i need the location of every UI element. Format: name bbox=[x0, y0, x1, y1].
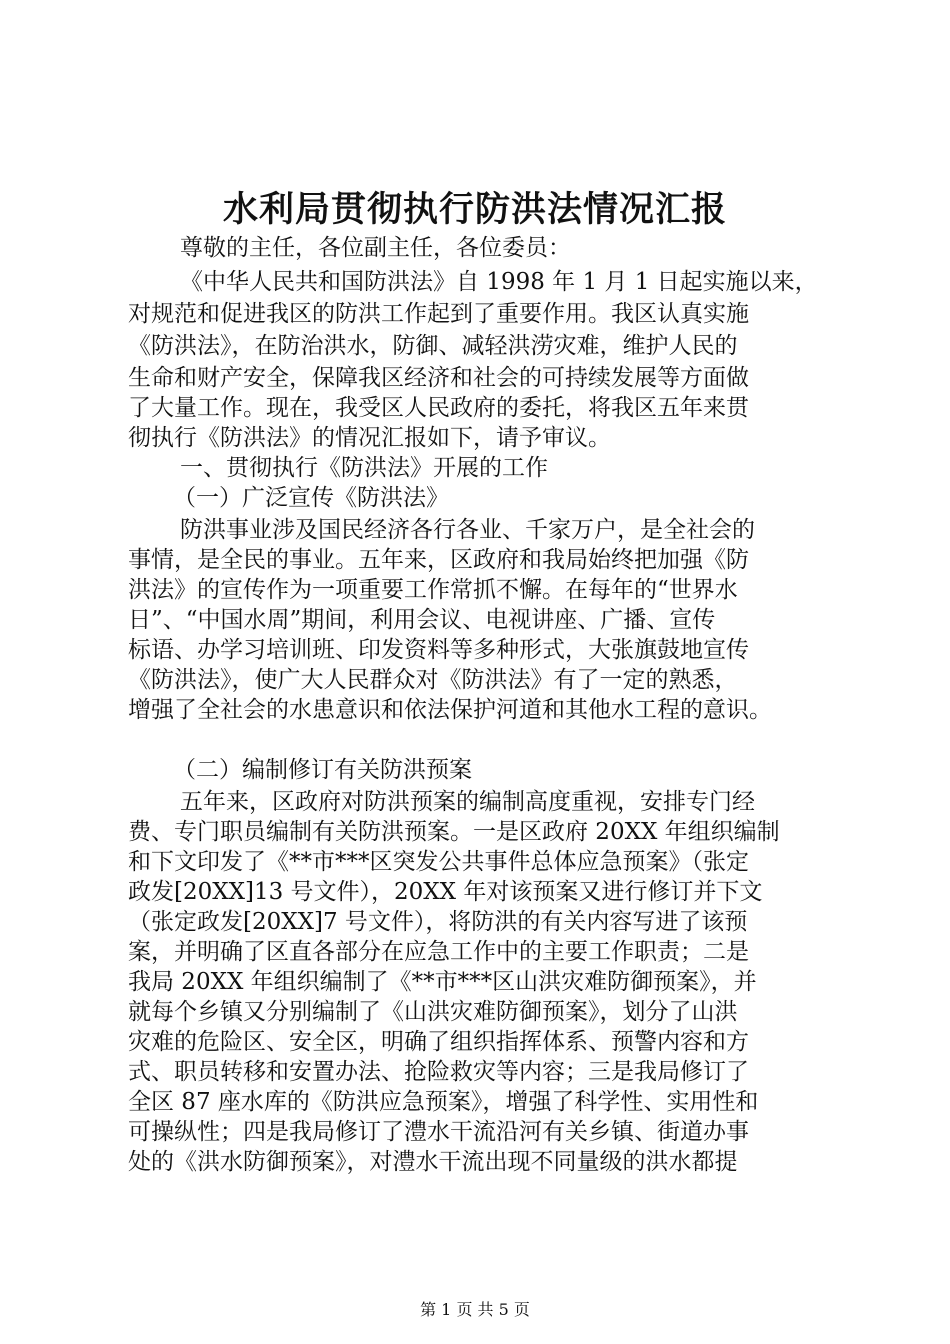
page-number-footer: 第 1 页 共 5 页 bbox=[420, 1300, 530, 1319]
paragraph-line: 就每个乡镇又分别编制了《山洪灾难防御预案》，划分了山洪 bbox=[128, 999, 738, 1025]
paragraph-line: 全区 87 座水库的《防洪应急预案》，增强了科学性、实用性和 bbox=[128, 1089, 759, 1115]
paragraph-line: 费、专门职员编制有关防洪预案。一是区政府 20XX 年组织编制 bbox=[128, 819, 780, 845]
paragraph-line: 彻执行《防洪法》的情况汇报如下，请予审议。 bbox=[128, 425, 611, 451]
paragraph-line: 式、职员转移和安置办法、抢险救灾等内容；三是我局修订了 bbox=[128, 1059, 749, 1085]
section-heading: 一、贯彻执行《防洪法》开展的工作 bbox=[180, 455, 548, 481]
paragraph-line: 增强了全社会的水患意识和依法保护河道和其他水工程的意识。 bbox=[128, 697, 772, 723]
paragraph-line: 标语、办学习培训班、印发资料等多种形式，大张旗鼓地宣传 bbox=[128, 637, 749, 663]
paragraph-line: 我局 20XX 年组织编制了《**市***区山洪灾难防御预案》，并 bbox=[128, 969, 757, 995]
paragraph-line: 了大量工作。现在，我受区人民政府的委托，将我区五年来贯 bbox=[128, 395, 749, 421]
document-title: 水利局贯彻执行防洪法情况汇报 bbox=[222, 189, 727, 230]
paragraph-line: 案，并明确了区直各部分在应急工作中的主要工作职责；二是 bbox=[128, 939, 749, 965]
paragraph-line: （张定政发[20XX]7 号文件），将防洪的有关内容写进了该预 bbox=[128, 909, 748, 935]
subsection-heading: （二）编制修订有关防洪预案 bbox=[173, 757, 472, 783]
paragraph-line: 政发[20XX]13 号文件），20XX 年对该预案又进行修订并下文 bbox=[128, 879, 763, 905]
salutation: 尊敬的主任，各位副主任，各位委员： bbox=[180, 235, 571, 261]
paragraph-line: 《防洪法》，在防治洪水，防御、减轻洪涝灾难，维护人民的 bbox=[128, 333, 738, 359]
paragraph-line: 可操纵性；四是我局修订了澧水干流沿河有关乡镇、街道办事 bbox=[128, 1119, 749, 1145]
paragraph-line: 防洪事业涉及国民经济各行各业、千家万户，是全社会的 bbox=[180, 517, 755, 543]
paragraph-line: 和下文印发了《**市***区突发公共事件总体应急预案》（张定 bbox=[128, 849, 749, 875]
paragraph-line: 五年来，区政府对防洪预案的编制高度重视，安排专门经 bbox=[180, 789, 755, 815]
paragraph-line: 《防洪法》，使广大人民群众对《防洪法》有了一定的熟悉， bbox=[128, 667, 738, 693]
paragraph-line: 日”、“中国水周”期间，利用会议、电视讲座、广播、宣传 bbox=[128, 607, 716, 633]
paragraph-line: 处的《洪水防御预案》，对澧水干流出现不同量级的洪水都提 bbox=[128, 1149, 738, 1175]
paragraph-line: 《中华人民共和国防洪法》自 1998 年 1 月 1 日起实施以来， bbox=[180, 269, 818, 295]
paragraph-line: 事情，是全民的事业。五年来，区政府和我局始终把加强《防 bbox=[128, 547, 749, 573]
paragraph-line: 洪法》的宣传作为一项重要工作常抓不懈。在每年的“世界水 bbox=[128, 577, 738, 603]
subsection-heading: （一）广泛宣传《防洪法》 bbox=[173, 485, 449, 511]
paragraph-line: 对规范和促进我区的防洪工作起到了重要作用。我区认真实施 bbox=[128, 301, 749, 327]
paragraph-line: 灾难的危险区、安全区，明确了组织指挥体系、预警内容和方 bbox=[128, 1029, 749, 1055]
paragraph-line: 生命和财产安全，保障我区经济和社会的可持续发展等方面做 bbox=[128, 365, 749, 391]
